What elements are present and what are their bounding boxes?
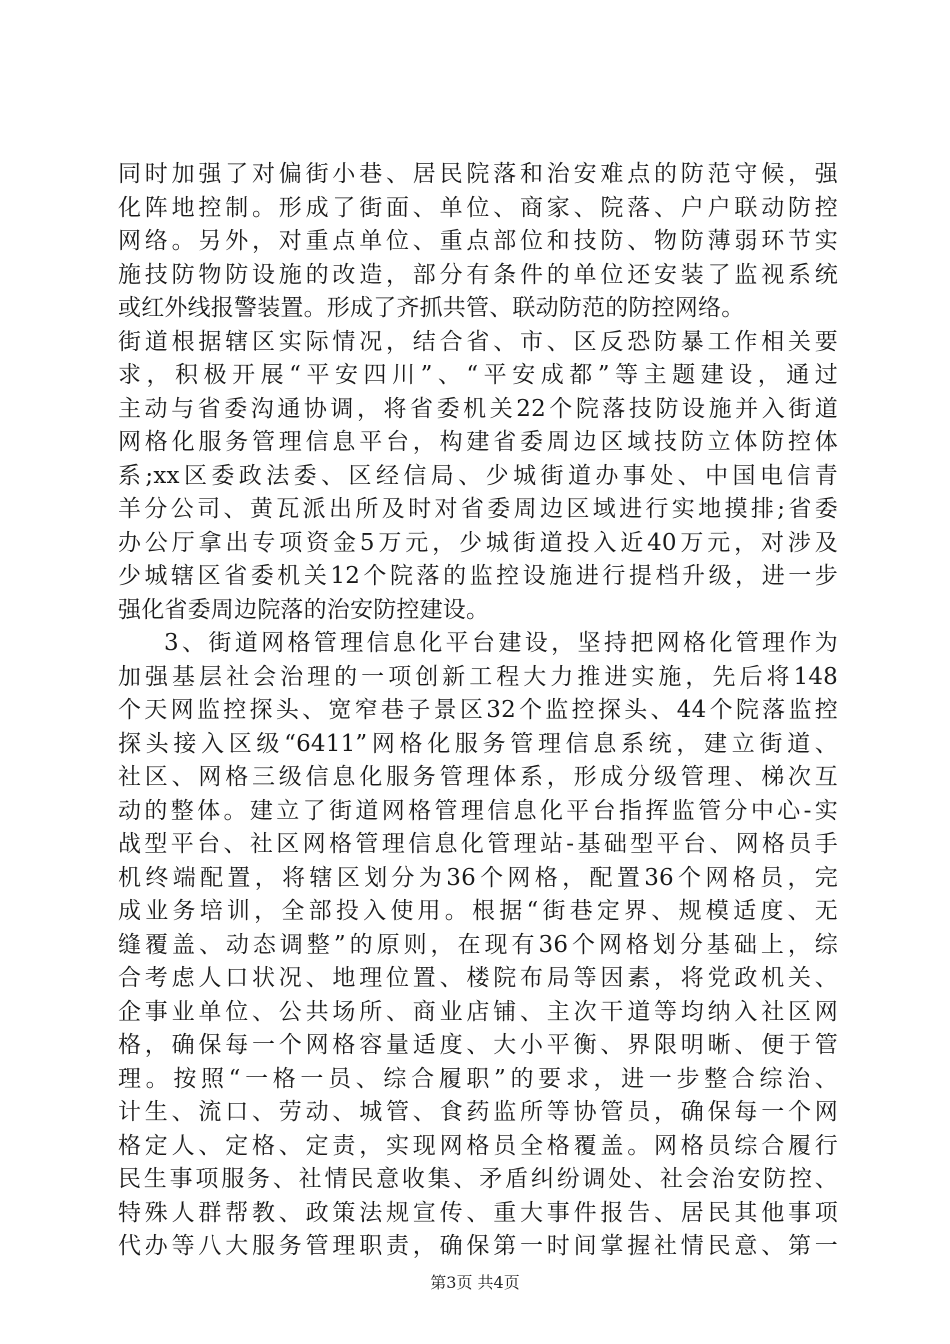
- text-line: 成业务培训，全部投入使用。根据“街巷定界、规模适度、无: [118, 898, 838, 924]
- text-line: 机终端配置，将辖区划分为36个网格，配置36个网格员，完: [118, 864, 838, 891]
- text-line: 同时加强了对偏街小巷、居民院落和治安难点的防范守候，强: [118, 161, 838, 187]
- text-line: 少城辖区省委机关12个院落的监控设施进行提档升级，进一步: [118, 563, 838, 589]
- text-line: 格定人、定格、定责，实现网格员全格覆盖。网格员综合履行: [118, 1132, 838, 1159]
- text-line: 战型平台、社区网格管理信息化管理站-基础型平台、网格员手: [118, 831, 838, 857]
- text-line: 加强基层社会治理的一项创新工程大力推进实施，先后将148: [118, 663, 838, 690]
- text-line: 动的整体。建立了街道网格管理信息化平台指挥监管分中心-实: [118, 797, 838, 824]
- text-line: 社区、网格三级信息化服务管理体系，形成分级管理、梯次互: [118, 764, 838, 790]
- text-line: 施技防物防设施的改造，部分有条件的单位还安装了监视系统: [118, 261, 838, 288]
- text-line: 强化省委周边院落的治安防控建设。: [118, 596, 490, 623]
- text-line: 街道根据辖区实际情况，结合省、市、区反恐防暴工作相关要: [118, 328, 838, 355]
- paragraph-start-line: 3、街道网格管理信息化平台建设，坚持把网格化管理作为: [164, 630, 838, 656]
- text-line: 代办等八大服务管理职责，确保第一时间掌握社情民意、第一: [118, 1233, 838, 1259]
- text-line: 合考虑人口状况、地理位置、楼院布局等因素，将党政机关、: [118, 965, 838, 991]
- page-footer: [0, 1270, 950, 1293]
- text-line: 民生事项服务、社情民意收集、矛盾纠纷调处、社会治安防控、: [118, 1166, 838, 1192]
- text-line: 系;xx区委政法委、区经信局、少城街道办事处、中国电信青: [118, 462, 838, 489]
- text-line: 主动与省委沟通协调，将省委机关22个院落技防设施并入街道: [118, 395, 838, 422]
- text-line: 缝覆盖、动态调整”的原则，在现有36个网格划分基础上，综: [118, 931, 838, 958]
- text-line: 办公厅拿出专项资金5万元，少城街道投入近40万元，对涉及: [118, 529, 838, 556]
- text-line: 网络。另外，对重点单位、重点部位和技防、物防薄弱环节实: [118, 228, 838, 254]
- text-line: 企事业单位、公共场所、商业店铺、主次干道等均纳入社区网: [118, 998, 838, 1025]
- text-line: 化阵地控制。形成了街面、单位、商家、院落、户户联动防控: [118, 194, 838, 221]
- text-line: 个天网监控探头、宽窄巷子景区32个监控探头、44个院落监控: [118, 697, 838, 723]
- text-line: 探头接入区级“6411”网格化服务管理信息系统，建立街道、: [118, 730, 838, 757]
- text-line: 特殊人群帮教、政策法规宣传、重大事件报告、居民其他事项: [118, 1199, 838, 1226]
- text-line: 或红外线报警装置。形成了齐抓共管、联动防范的防控网络。: [118, 295, 745, 321]
- page-number-label: 第3页 共4页: [430, 1273, 520, 1292]
- text-line: 羊分公司、黄瓦派出所及时对省委周边区域进行实地摸排;省委: [118, 496, 838, 522]
- text-line: 理。按照“一格一员、综合履职”的要求，进一步整合综治、: [118, 1065, 838, 1092]
- body-text: [118, 158, 838, 1264]
- text-line: 计生、流口、劳动、城管、食药监所等协管员，确保每一个网: [118, 1099, 838, 1125]
- text-line: 求，积极开展“平安四川”、“平安成都”等主题建设，通过: [118, 362, 838, 388]
- text-line: 格，确保每一个网格容量适度、大小平衡、界限明晰、便于管: [118, 1032, 838, 1058]
- text-line: 网格化服务管理信息平台，构建省委周边区域技防立体防控体: [118, 429, 838, 455]
